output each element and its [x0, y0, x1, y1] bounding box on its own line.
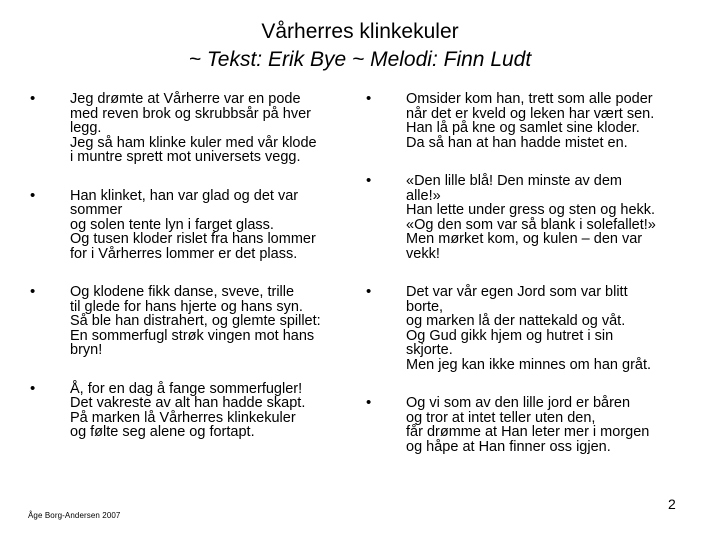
stanza-line: Men jeg kan ikke minnes om han gråt.: [406, 356, 652, 373]
title-main: Vårherres klinkekuler: [261, 20, 459, 43]
stanza-line: og tror at intet teller uten den,: [406, 409, 596, 426]
bullet-icon: •: [30, 90, 36, 107]
slide-title: [0, 18, 720, 74]
stanza-line: sommer: [70, 202, 123, 218]
stanza-line: Da så han at han hadde mistet en.: [406, 134, 628, 151]
stanza-line: Men mørket kom, og kulen – den var: [406, 231, 643, 247]
stanza-line: Han lå på kne og samlet sine kloder.: [406, 120, 640, 136]
stanza-line: Og klodene fikk danse, sveve, trille: [70, 284, 295, 300]
stanza-line: Det var vår egen Jord som var blitt: [406, 284, 628, 300]
stanza-line: skjorte.: [406, 342, 453, 358]
bullet-icon: •: [366, 90, 372, 107]
bullet-icon: •: [30, 186, 36, 204]
stanza-line: Omsider kom han, trett som alle poder: [406, 91, 653, 107]
stanza-line: Å, for en dag å fange sommerfugler!: [70, 380, 303, 397]
bullet-icon: •: [30, 283, 36, 300]
bullet-icon: •: [366, 172, 372, 189]
stanza-line: med reven brok og skrubbsår på hver: [70, 105, 311, 122]
stanza-line: Det vakreste av alt han hadde skapt.: [70, 395, 306, 411]
stanza-line: Han lette under gress og sten og hekk.: [406, 202, 656, 218]
page-number: 2: [668, 496, 676, 512]
bullet-icon: •: [30, 379, 36, 397]
right-column: [366, 92, 676, 478]
stanza-line: i muntre sprett mot universets vegg.: [70, 149, 301, 165]
stanza-line: og følte seg alene og fortapt.: [70, 424, 255, 440]
stanza-line: til glede for hans hjerte og hans syn.: [70, 298, 303, 315]
stanza-line: «Og den som var så blank i solefallet!»: [406, 216, 656, 233]
stanza-line: «Den lille blå! Den minste av dem: [406, 173, 622, 189]
stanza: [366, 92, 676, 150]
stanza-line: Jeg så ham klinke kuler med vår klode: [70, 134, 317, 151]
stanza-line: En sommerfugl strøk vingen mot hans: [70, 327, 315, 344]
footer-author: Åge Borg-Andersen 2007: [28, 511, 121, 520]
stanza-line: På marken lå Vårherres klinkekuler: [70, 409, 296, 426]
stanza-line: for i Vårherres lommer er det plass.: [70, 245, 298, 262]
stanza-line: vekk!: [406, 245, 440, 262]
stanza-line: og solen tente lyn i farget glass.: [70, 216, 274, 233]
stanza-line: får drømme at Han leter mer i morgen: [406, 424, 650, 440]
stanza: [366, 285, 676, 372]
stanza: [366, 174, 676, 261]
stanza-line: borte,: [406, 298, 444, 315]
stanza-line: Så ble han distrahert, og glemte spillet:: [70, 313, 321, 329]
bullet-icon: •: [366, 394, 372, 411]
stanza: [30, 285, 340, 358]
stanza-line: Og tusen kloder rislet fra hans lommer: [70, 231, 316, 247]
left-column: [30, 92, 340, 464]
stanza-line: Jeg drømte at Vårherre var en pode: [70, 91, 301, 107]
stanza-line: Og vi som av den lille jord er båren: [406, 395, 631, 411]
stanza: [30, 379, 340, 440]
stanza-line: Han klinket, han var glad og det var: [70, 187, 299, 204]
bullet-icon: •: [366, 283, 372, 300]
stanza-line: og marken lå der nattekald og våt.: [406, 313, 626, 329]
stanza: [366, 396, 676, 454]
stanza-line: bryn!: [70, 342, 103, 358]
stanza: [30, 186, 340, 262]
stanza: [30, 92, 340, 165]
stanza-line: Og Gud gikk hjem og hutret i sin: [406, 327, 614, 344]
stanza-line: og håpe at Han finner oss igjen.: [406, 438, 611, 455]
title-subtitle: ~ Tekst: Erik Bye ~ Melodi: Finn Ludt: [188, 48, 532, 71]
stanza-line: når det er kveld og leken har vært sen.: [406, 105, 655, 122]
stanza-line: legg.: [70, 120, 102, 136]
stanza-line: alle!»: [406, 187, 441, 204]
